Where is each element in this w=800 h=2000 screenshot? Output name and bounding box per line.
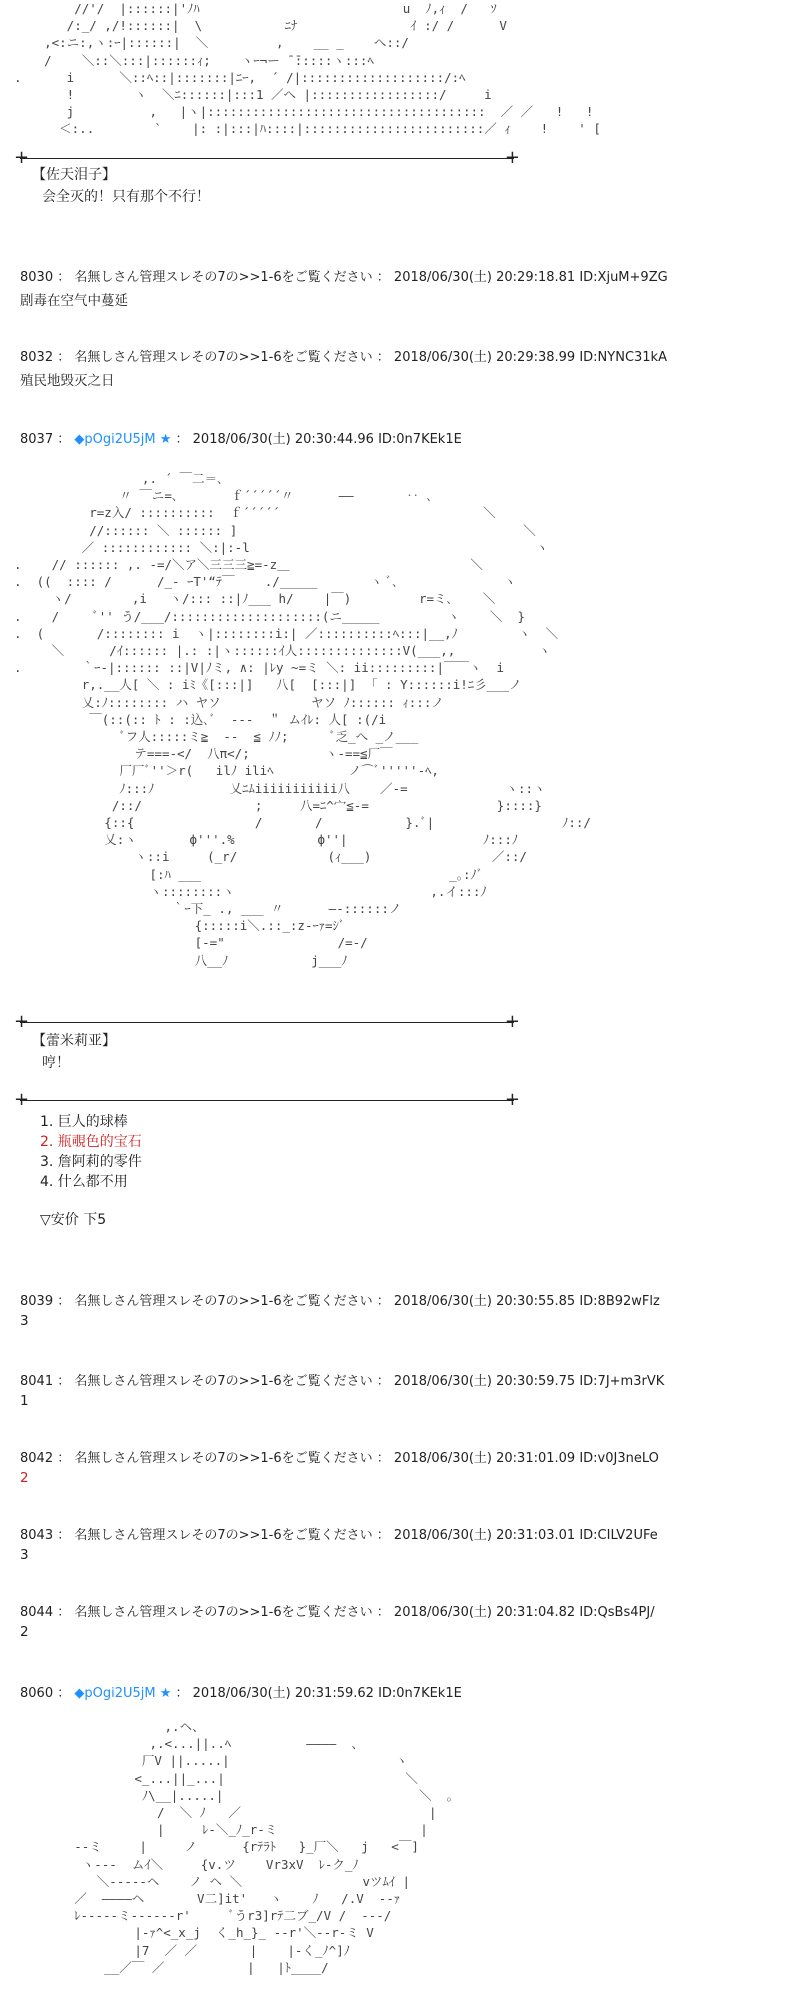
- poster-name: 名無しさん管理スレその7の>>1-6をご覧ください: [74, 1451, 373, 1466]
- poster-id[interactable]: ID:0n7KEk1E: [378, 432, 462, 447]
- post: [20, 1370, 664, 1409]
- post: [20, 1290, 660, 1329]
- tripcode-link[interactable]: ◆pOgi2U5jM ★: [74, 432, 172, 447]
- post-header-op: 8060 ： ◆pOgi2U5jM ★ ： 2018/06/30(土) 20:31:59.62 ID:0n7KEk1E: [20, 1686, 462, 1701]
- post-header: 8042 ： 名無しさん管理スレその7の>>1-6をご覧ください ： 2018/06/30(土) 20:31:01.09 ID:v0J3neLO: [20, 1451, 659, 1466]
- choice-item: 4. 什么都不用: [40, 1174, 128, 1190]
- post-number[interactable]: 8032: [20, 350, 54, 365]
- post-date: 2018/06/30(土) 20:31:03.01: [393, 1528, 576, 1543]
- post-number[interactable]: 8060: [20, 1686, 54, 1701]
- poster-id[interactable]: ID:CILV2UFe: [579, 1528, 658, 1543]
- separator-rule: [20, 1100, 514, 1101]
- poster-name: 名無しさん管理スレその7の>>1-6をご覧ください: [74, 1374, 373, 1389]
- ascii-art-bottom: ,.ヘ、 ,.<...||..ﾍ ―――― 、 厂V ||.....| ヽ <_...||_...| ＼ ﾉ\__|.....| ＼ 。 / ＼ ﾉ ／ | | ﾚ‐＼_ﾉ_r‐ミ | ‐‐ミ | ノ {rﾃﾗﾄ }_厂＼ j <￣] ヽ‐‐‐ ムｲ＼ {v.ツ Vr3xV ﾚ‐ク_ﾉ ＼-----ヘ ノ ヘ ＼ vツﾑｲ | ／ ――――ヘ V二]it' ヽ ﾉ /.V ‐‐ｧ ﾚ‐‐‐‐‐ミ‐‐‐‐‐‐r' ﾞうr3]rﾃ二ブ_/V / ‐‐‐/ |‐ｧ^<_x_j く_h_}_ ‐‐r'＼‐‐r‐ミ V |7 ／ ／ | |‐く_ﾉ^]ﾉ __／￣ ／ | |ﾄ____/: [74, 1719, 460, 1975]
- post-date: 2018/06/30(土) 20:31:04.82: [393, 1605, 576, 1620]
- poster-id[interactable]: ID:0n7KEk1E: [378, 1686, 462, 1701]
- post-body-highlighted: 2: [20, 1470, 29, 1486]
- poster-name: 名無しさん管理スレその7の>>1-6をご覧ください: [74, 350, 373, 365]
- choice-list: [40, 1112, 142, 1230]
- post-number[interactable]: 8037: [20, 432, 54, 447]
- post-header: 8044 ： 名無しさん管理スレその7の>>1-6をご覧ください ： 2018/06/30(土) 20:31:04.82 ID:QsBs4PJ/: [20, 1605, 655, 1620]
- poster-id[interactable]: ID:QsBs4PJ/: [579, 1605, 655, 1620]
- post: [20, 1601, 655, 1640]
- post-date: 2018/06/30(土) 20:30:55.85: [393, 1294, 576, 1309]
- post: [20, 266, 668, 309]
- poster-name: 名無しさん管理スレその7の>>1-6をご覧ください: [74, 1605, 373, 1620]
- post: [20, 1524, 658, 1563]
- post-header: 8041 ： 名無しさん管理スレその7の>>1-6をご覧ください ： 2018/06/30(土) 20:30:59.75 ID:7J+m3rVK: [20, 1374, 665, 1389]
- speech-block: [32, 1030, 116, 1074]
- speaker-name: 【佐天泪子】: [32, 167, 116, 183]
- speaker-name: 【蕾米莉亚】: [32, 1033, 116, 1049]
- poster-name: 名無しさん管理スレその7の>>1-6をご覧ください: [74, 270, 373, 285]
- poster-id[interactable]: ID:7J+m3rVK: [579, 1374, 665, 1389]
- poster-id[interactable]: ID:v0J3neLO: [579, 1451, 659, 1466]
- poster-id[interactable]: ID:NYNC31kA: [579, 350, 667, 365]
- post-number[interactable]: 8041: [20, 1374, 54, 1389]
- poster-id[interactable]: ID:XjuM+9ZG: [579, 270, 668, 285]
- post-body: 3: [20, 1313, 29, 1329]
- post: [20, 346, 667, 389]
- ascii-art-remilia: ,. ´ ￣二＝､ 〃 ￣ニ=､ ｆ´´´´´〃 ―― ‥ ､ r=z入/ :::::::::: ｆ´´´´´ ＼ //:::::: ＼ :::::: ] ＼ ／ :::::::::::: ＼:|:‐l ヽ . // :::::: ,. ‐=/＼ア＼三三三≧=-z＿ ＼ . (( :::: / /_‐ ｰT'“ﾃ￣ ./_____ ヽ ﾞ､ ヽ ヽ/ ,i ヽ/::: ::|ﾉ___ h/ |￣) r=ミ､ ＼ . / ﾞ'' う/___/::::::::::::::::::::(ニ_____ ヽ ＼ } . ( /:::::::: i ヽ|::::::::i:| ／::::::::::ﾍ:::|__,ﾉ ヽ ＼ ＼ /ｲ:::::: |.: :|ヽ::::::ｲ人::::::::::::::V(___,, ヽ . ｀ｰ‐|:::::: ::|V|ﾉミ, ∧: |ﾚy ~=ミ ＼: ii:::::::::|￣￣ヽ i r,.__人[ ＼ : iﾐ《[:::|] 八[ [:::|] ｢ : Y::::::i!ﾆ彡___ノ 乂:ﾉ:::::::: ハ ヤソ ヤソ ﾉ:::::: ｨ:::ノ ￣(::(:: ﾄ : :込､ﾞ ‐‐‐ ＂ ムｲﾚ: 人[ :(/i ﾞフ人:::::ミ≧ ‐‐ ≦ ﾉﾉ; ﾞ乏_へ _ノ___ テ===-</ 八π</; ヽ‐==≦厂￣ 厂厂ﾞ''＞r( ilﾉ iliﾍ ノ⌒ﾞ'''''‐ﾍ, ﾉ:::ﾉ 乂ﾆﾑiiiiiiiiiii八 ／‐= ヽ::ヽ /::/ ; 八=ﾆ^宀≦‐= }::::} {::{ / / }.ﾞ| ﾉ::/ 乂:ヽ ф'''.% ф''| ﾉ:::ﾉ ヽ::i (_r/ (ｨ___) ／::/ [:ﾊ ___ _｡:ﾉﾞ ヽ::::::::ヽ ,.イ:::ﾉ ｀ｰ下_ ., ___ 〃 ―‐::::::ノ {:::::i＼.::_:z‐ｰｧ=ｼﾞ [‐=" /=-/ 八__ﾉ j___ﾉ: [14, 471, 591, 968]
- post-body: 剧毒在空气中蔓延: [20, 293, 128, 309]
- post-header: 8030 ： 名無しさん管理スレその7の>>1-6をご覧ください ： 2018/06/30(土) 20:29:18.81 ID:XjuM+9ZG: [20, 270, 668, 285]
- post-header: 8043 ： 名無しさん管理スレその7の>>1-6をご覧ください ： 2018/06/30(土) 20:31:03.01 ID:CILV2UFe: [20, 1528, 658, 1543]
- post-number[interactable]: 8043: [20, 1528, 54, 1543]
- choice-item: 3. 詹阿莉的零件: [40, 1154, 142, 1170]
- post-header: 8039 ： 名無しさん管理スレその7の>>1-6をご覧ください ： 2018/06/30(土) 20:30:55.85 ID:8B92wFlz: [20, 1294, 660, 1309]
- tripcode-link[interactable]: ◆pOgi2U5jM ★: [74, 1686, 172, 1701]
- post-body: 2: [20, 1624, 29, 1640]
- post-date: 2018/06/30(土) 20:29:18.81: [393, 270, 576, 285]
- post-header-op: 8037 ： ◆pOgi2U5jM ★ ： 2018/06/30(土) 20:30:44.96 ID:0n7KEk1E: [20, 432, 462, 447]
- separator-rule: [20, 1022, 514, 1023]
- post-number[interactable]: 8042: [20, 1451, 54, 1466]
- post-number[interactable]: 8039: [20, 1294, 54, 1309]
- post-number[interactable]: 8030: [20, 270, 54, 285]
- post-number[interactable]: 8044: [20, 1605, 54, 1620]
- speech-block: [32, 164, 210, 208]
- choice-item: 1. 巨人的球棒: [40, 1114, 128, 1130]
- post-date: 2018/06/30(土) 20:31:59.62: [192, 1686, 374, 1701]
- post-date: 2018/06/30(土) 20:29:38.99: [393, 350, 576, 365]
- post: [20, 1447, 659, 1486]
- post-date: 2018/06/30(土) 20:30:44.96: [192, 432, 374, 447]
- speech-line: 哼！: [42, 1055, 70, 1071]
- anka-instruction: ▽安价 下5: [40, 1212, 107, 1228]
- separator-rule: [20, 158, 514, 159]
- choice-item-selected: 2. 瓶覗色的宝石: [40, 1134, 142, 1150]
- post-body: 殖民地毁灭之日: [20, 373, 115, 389]
- post-date: 2018/06/30(土) 20:30:59.75: [393, 1374, 576, 1389]
- post-body: 1: [20, 1393, 29, 1409]
- poster-name: 名無しさん管理スレその7の>>1-6をご覧ください: [74, 1528, 373, 1543]
- post-date: 2018/06/30(土) 20:31:01.09: [393, 1451, 576, 1466]
- post-header: 8032 ： 名無しさん管理スレその7の>>1-6をご覧ください ： 2018/06/30(土) 20:29:38.99 ID:NYNC31kA: [20, 350, 667, 365]
- ascii-art-top: //'/ |::::::|'ﾉﾊ u ﾉ,ｨ / ｿ /:_/ ,/!::::::| \ ﾆﾅ ｲ :/ / V ,<:ニ:,ヽ:ｰ|::::::| ＼ , __ _ へ::/ / ＼::＼:::|::::::ｨ; ヽｰ¬ー ̄ ̄:::::ヽ:::ﾍ . i ＼::ﾍ::|:::::::|ﾆｰ, ´ /|:::::::::::::::::::/:ﾍ ! ヽ ＼ﾆ::::::|:::1 ／へ |:::::::::::::::::/ i j , |ヽ|::::::::::::::::::::::::::::::::::::: ／ ／ ! ! ＜:.. ` |: :|:::|ﾊ::::|::::::::::::::::::::::::／ ｨ ! ' [: [14, 1, 601, 137]
- poster-id[interactable]: ID:8B92wFlz: [579, 1294, 660, 1309]
- post-body: 3: [20, 1547, 29, 1563]
- speech-line: 会全灭的！只有那个不行！: [42, 189, 210, 205]
- poster-name: 名無しさん管理スレその7の>>1-6をご覧ください: [74, 1294, 373, 1309]
